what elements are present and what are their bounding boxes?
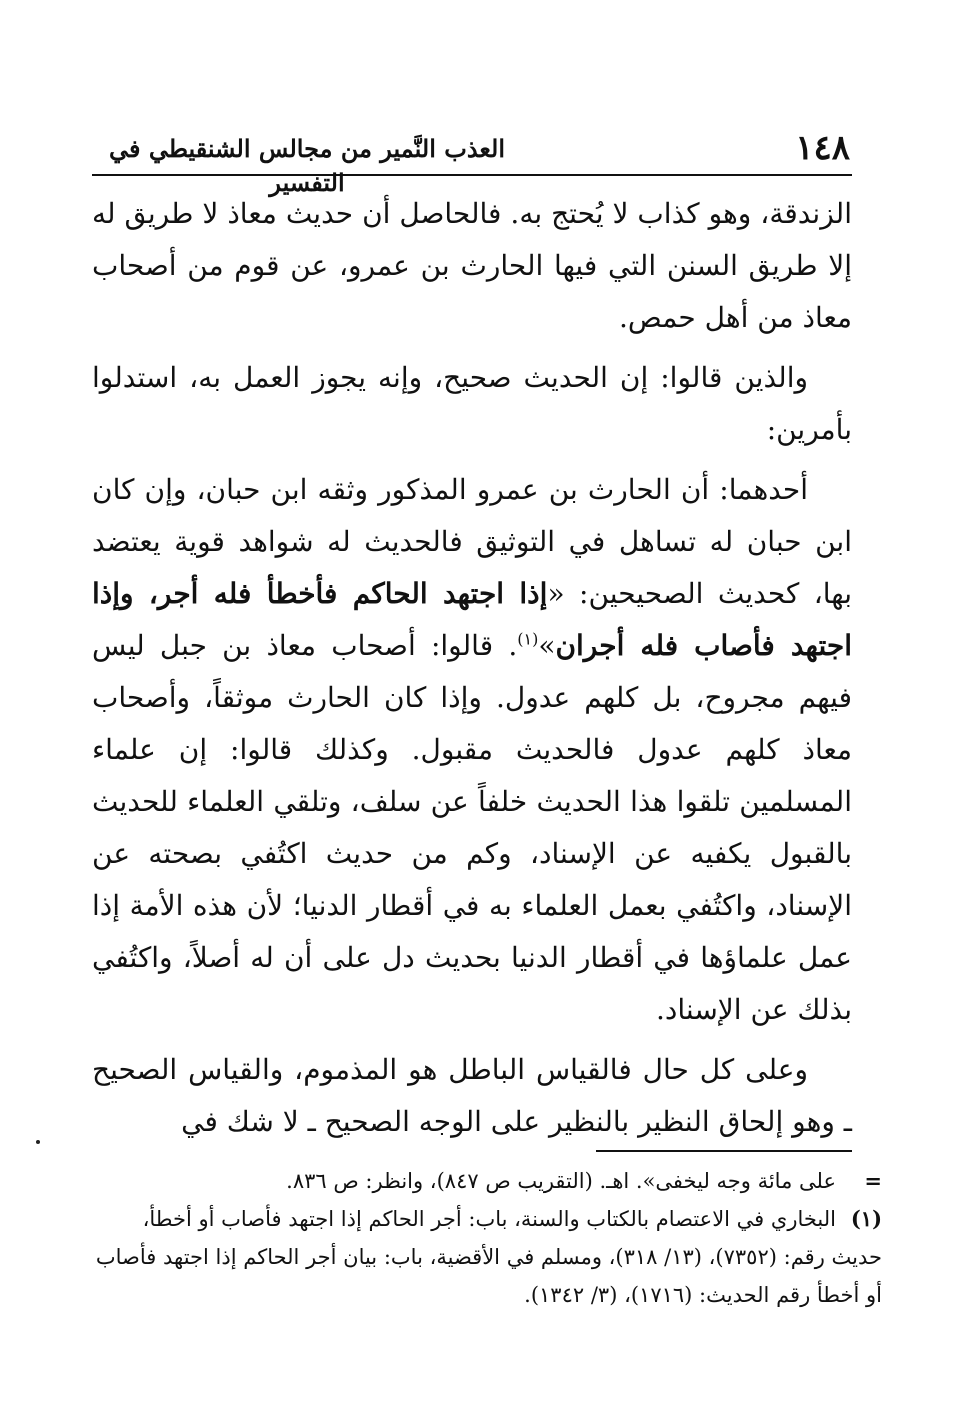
page-number: ١٤٨ <box>795 128 850 168</box>
page-header <box>92 128 850 197</box>
footnote-1 <box>92 1200 882 1314</box>
footnote-continuation <box>92 1162 882 1200</box>
running-title: العذب النَّمير من مجالس الشنقيطي في التفسير <box>109 134 505 197</box>
footnotes <box>92 1162 882 1314</box>
paragraph-2: والذين قالوا: إن الحديث صحيح، وإنه يجوز العمل به، استدلوا بأمرين: <box>92 361 852 446</box>
hadith-quote: إذا اجتهد الحاكم فأخطأ فله أجر، وإذا اجتهد فأصاب فله أجران <box>92 577 852 662</box>
quote-close: » <box>538 629 556 662</box>
footnote-1-text: البخاري في الاعتصام بالكتاب والسنة، باب: أجر الحاكم إذا اجتهد فأصاب أو أخطأ، حديث رقم: (٧٣٥٢)، (١٣/ ٣١٨)، ومسلم في الأقضية، باب: بيان أجر الحاكم إذا اجتهد فأصاب أو أخطأ رقم الحديث: (١٧١٦)، (٣/ ١٣٤٢). <box>95 1207 882 1307</box>
scan-speck <box>36 1140 40 1144</box>
paragraph-3-text-a: أحدهما: أن الحارث بن عمرو المذكور وثقه ابن حبان، وإن كان ابن حبان له تساهل في التوثيق فالحديث له شواهد قوية يعتضد بها، كحديث الصحيحين: « <box>92 473 852 610</box>
continuation-text: على مائة وجه ليخفى». اهـ. (التقريب ص ٨٤٧)، وانظر: ص ٨٣٦. <box>286 1169 836 1193</box>
paragraph-1: الزندقة، وهو كذاب لا يُحتج به. فالحاصل أن حديث معاذ لا طريق له إلا طريق السنن التي فيها الحارث بن عمرو، عن قوم من أصحاب معاذ من أهل حمص. <box>92 197 852 334</box>
paragraph-3 <box>92 464 852 1036</box>
footnote-1-marker: (١) <box>850 1206 882 1231</box>
main-text <box>92 188 852 1156</box>
continuation-marker: = <box>864 1168 882 1193</box>
header-rule <box>92 174 852 176</box>
footnote-ref-1[interactable]: (١) <box>517 629 539 649</box>
paragraph-4: وعلى كل حال فالقياس الباطل هو المذموم، والقياس الصحيح ـ وهو إلحاق النظير بالنظير على الوجه الصحيح ـ لا شك في <box>92 1053 852 1138</box>
footnote-rule <box>596 1150 852 1152</box>
paragraph-3-text-b: . قالوا: أصحاب معاذ بن جبل ليس فيهم مجروح، بل كلهم عدول. وإذا كان الحارث موثقاً، وأصحاب معاذ كلهم عدول فالحديث مقبول. وكذلك قالوا: إن علماء المسلمين تلقوا هذا الحديث خلفاً عن سلف، وتلقي العلماء للحديث بالقبول يكفيه عن الإسناد، وكم من حديث اكتُفي بصحته عن الإسناد، واكتُفي بعمل العلماء به في أقطار الدنيا؛ لأن هذه الأمة إذا عمل علماؤها في أقطار الدنيا بحديث دل على أن له أصلاً، واكتُفي بذلك عن الإسناد. <box>92 629 852 1026</box>
